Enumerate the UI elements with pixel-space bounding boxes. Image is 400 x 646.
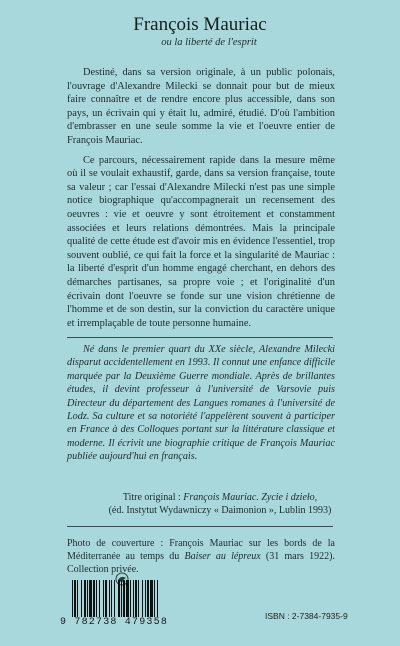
barcode-bar: [77, 580, 78, 620]
barcode-bars: [60, 580, 225, 620]
barcode-bar: [157, 580, 158, 620]
isbn: ISBN : 2-7384-7935-9: [265, 611, 348, 621]
barcode-bar: [72, 580, 73, 620]
barcode-bar: [111, 580, 112, 620]
barcode-bar: [130, 580, 131, 620]
photo-credit-work-title: Baiser au lépreux: [184, 551, 261, 562]
original-title-name: François Mauriac. Zycie i dzieło,: [183, 492, 318, 503]
book-title: François Mauriac: [133, 14, 267, 35]
blurb: [67, 66, 335, 336]
barcode: [60, 580, 225, 636]
barcode-bar: [84, 580, 86, 620]
barcode-bar: [89, 580, 92, 620]
barcode-bar: [123, 580, 125, 620]
barcode-bar: [109, 580, 110, 620]
barcode-bar: [114, 580, 115, 620]
original-title-line: [90, 491, 350, 504]
barcode-bar: [135, 580, 137, 620]
blurb-paragraph: Ce parcours, nécessairement rapide dans la mesure même où il se voulait exhaustif, garde, dans sa version française, toute sa valeur ; car l'essai d'Alexandre Milecki n'est pas une simple notice biographique qu'accompagnerait un recensement des oeuvres : vie et oeuvre y sont étroitement et constamment associées et leurs relations démontrées. Mais la principale qualité de cette étude est d'avoir mis en évidence l'essentiel, trop souvent oublié, ce qui fait la force et la singularité de Mauriac : la liberté d'esprit d'un homme engagé cherchant, en dehors des démarches partisanes, sa propre voie ; et l'originalité d'un écrivain dont l'oeuvre se fonde sur une vision chrétienne de l'homme et de son destin, sur la conviction du caractère unique et irremplaçable de toute personne humaine.: [67, 154, 335, 329]
barcode-bar: [121, 580, 122, 620]
barcode-bar: [133, 580, 134, 620]
barcode-bar: [118, 580, 120, 620]
barcode-bar: [126, 580, 129, 620]
barcode-bar: [103, 580, 104, 620]
divider-rule: [67, 526, 333, 527]
barcode-bar: [99, 580, 100, 620]
barcode-bar: [147, 580, 149, 620]
photo-credit-text: Photo de couverture : François Mauriac sur les bords de la Méditerranée au temps du: [67, 538, 335, 562]
barcode-bar: [87, 580, 88, 620]
author-bio: Né dans le premier quart du XXe siècle, Alexandre Milecki disparut accidentellement en 1993. Il connut une enfance difficile marquée par la Deuxième Guerre mondiale. Après de brillantes études, il devint professeur à l'université de Varsovie puis Directeur du département des Langues romanes à l'université de Lodz. Sa culture et sa notoriété l'appelèrent souvent à participer en France à des Colloques portant sur la littérature classique et moderne. Il écrivit une biographie critique de François Mauriac publiée aujourd'hui en français.: [67, 344, 335, 463]
barcode-bar: [145, 580, 146, 620]
original-edition: (éd. Instytut Wydawniczy « Daimonion », Lublin 1993): [108, 505, 332, 516]
barcode-bar: [96, 580, 97, 620]
photo-credit: [67, 537, 335, 576]
barcode-bar: [154, 580, 155, 620]
barcode-bar: [138, 580, 139, 620]
barcode-bar: [93, 580, 95, 620]
blurb-paragraph: Destiné, dans sa version originale, à un public polonais, l'ouvrage d'Alexandre Milecki se donnait pour but de mieux faire connaître et de rendre encore plus accessible, dans son pays, un écrivain qui y était lu, admiré, étudié. D'où l'ambition d'embrasser en une seule somme la vie et l'oeuvre entier de François Mauriac.: [67, 67, 335, 146]
original-title-block: [90, 491, 350, 517]
barcode-bar: [142, 580, 143, 620]
book-subtitle: ou la liberté de l'esprit: [161, 37, 257, 48]
barcode-bar: [105, 580, 107, 620]
barcode-bar: [81, 580, 82, 620]
photo-credit-text-end: (31 mars 1922). Collection privée.: [67, 551, 335, 575]
barcode-digits: 9 782738 479358: [60, 617, 225, 628]
barcode-bar: [150, 580, 153, 620]
original-title-label: Titre original :: [122, 492, 184, 503]
barcode-bar: [74, 580, 76, 620]
divider-rule: [67, 337, 333, 338]
